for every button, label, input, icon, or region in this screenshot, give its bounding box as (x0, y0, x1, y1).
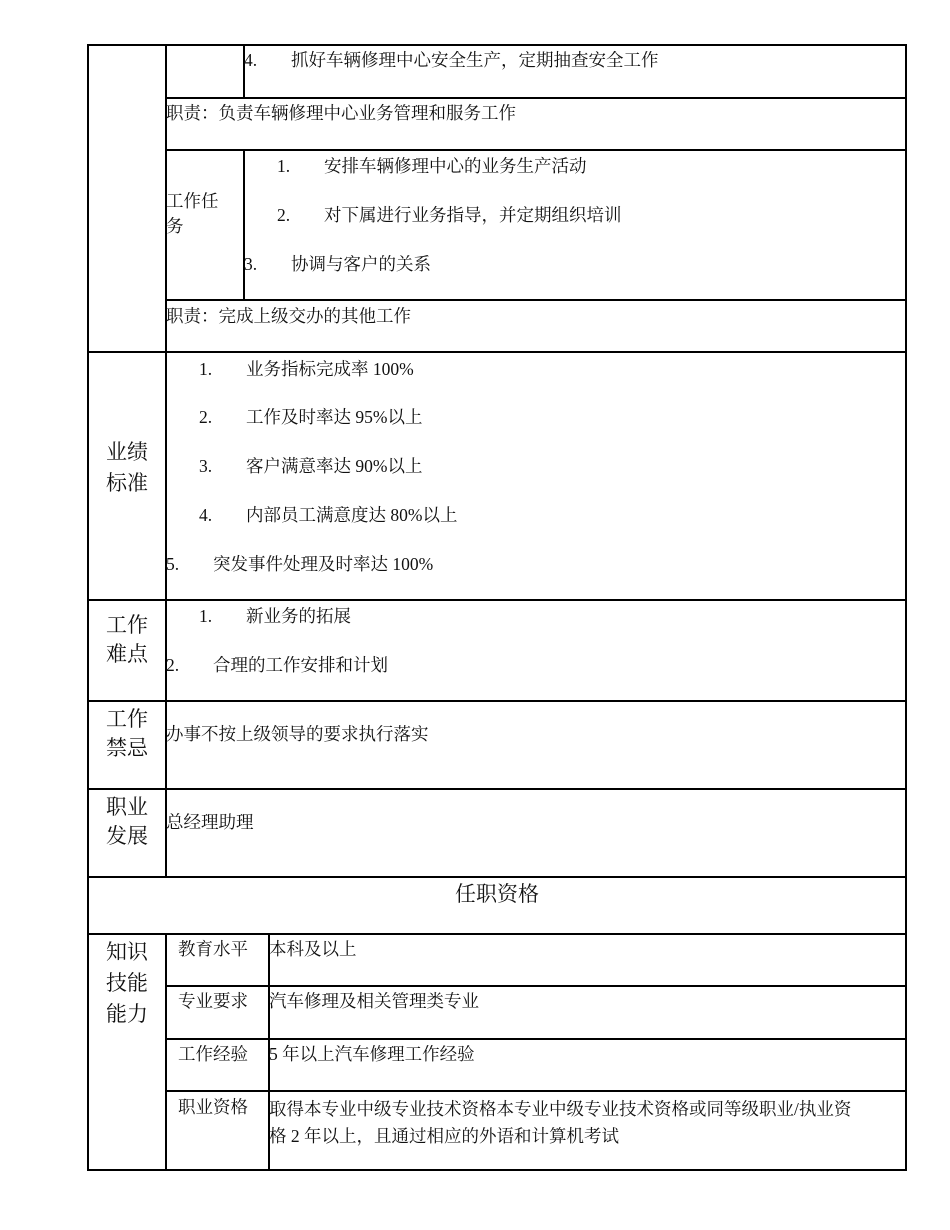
responsibility-text: 职责：完成上级交办的其他工作 (166, 306, 411, 326)
list-number: 5. (166, 554, 180, 574)
duty-item: 抓好车辆修理中心安全生产，定期抽查安全工作 (291, 50, 659, 70)
performance-item: 内部员工满意度达 80%以上 (246, 505, 458, 525)
qualification-row-label: 工作经验 (178, 1044, 248, 1064)
border-line (166, 985, 907, 987)
border-line (87, 44, 89, 1170)
border-line (166, 1090, 907, 1092)
list-number: 3. (244, 254, 258, 274)
border-line (165, 44, 167, 877)
list-number: 1. (199, 606, 213, 626)
list-number: 2. (199, 407, 213, 427)
border-line (243, 149, 245, 300)
performance-item: 客户满意率达 90%以上 (246, 456, 423, 476)
list-number: 3. (199, 456, 213, 476)
qualification-row-label: 教育水平 (178, 939, 248, 959)
taboos-text: 办事不按上级领导的要求执行落实 (166, 724, 429, 744)
task-item: 安排车辆修理中心的业务生产活动 (324, 156, 587, 176)
performance-item: 突发事件处理及时率达 100% (213, 554, 434, 574)
qualification-row-label: 职业资格 (178, 1097, 248, 1117)
list-number: 1. (199, 359, 213, 379)
performance-label: 业绩 标准 (106, 440, 148, 495)
list-number: 1. (277, 156, 291, 176)
performance-item: 业务指标完成率 100% (246, 359, 414, 379)
border-line (166, 97, 907, 99)
career-label: 职业 发展 (106, 795, 148, 848)
border-line (87, 933, 907, 935)
qualification-row-value: 本科及以上 (269, 939, 357, 959)
difficulty-item: 合理的工作安排和计划 (213, 655, 388, 675)
border-line (87, 700, 907, 702)
knowledge-label: 知识 技能 能力 (106, 940, 148, 1026)
difficulty-item: 新业务的拓展 (246, 606, 351, 626)
border-line (166, 299, 907, 301)
border-line (905, 44, 907, 1170)
responsibility-text: 职责：负责车辆修理中心业务管理和服务工作 (166, 103, 516, 123)
task-label: 工作任 务 (166, 191, 219, 236)
list-number: 4. (244, 50, 258, 70)
list-number: 2. (277, 205, 291, 225)
task-item: 协调与客户的关系 (291, 254, 431, 274)
border-line (87, 599, 907, 601)
border-line (165, 933, 167, 1170)
section-title: 任职资格 (455, 882, 539, 906)
border-line (87, 351, 907, 353)
performance-item: 工作及时率达 95%以上 (246, 407, 423, 427)
taboos-label: 工作 禁忌 (106, 707, 148, 760)
difficulties-label: 工作 难点 (106, 613, 148, 666)
list-number: 2. (166, 655, 180, 675)
qualification-row-value: 5 年以上汽车修理工作经验 (269, 1044, 475, 1064)
border-line (87, 788, 907, 790)
qualification-row-value: 取得本专业中级专业技术资格本专业中级专业技术资格或同等级职业/执业资 格 2 年以上，且通过相应的外语和计算机考试 (269, 1099, 852, 1146)
qualification-row-value: 汽车修理及相关管理类专业 (269, 991, 479, 1011)
qualification-row-label: 专业要求 (178, 991, 248, 1011)
border-line (87, 1169, 907, 1171)
list-number: 4. (199, 505, 213, 525)
career-text: 总经理助理 (166, 812, 254, 832)
border-line (87, 876, 907, 878)
task-item: 对下属进行业务指导，并定期组织培训 (324, 205, 622, 225)
border-line (166, 1038, 907, 1040)
border-line (166, 149, 907, 151)
border-line (87, 44, 907, 46)
